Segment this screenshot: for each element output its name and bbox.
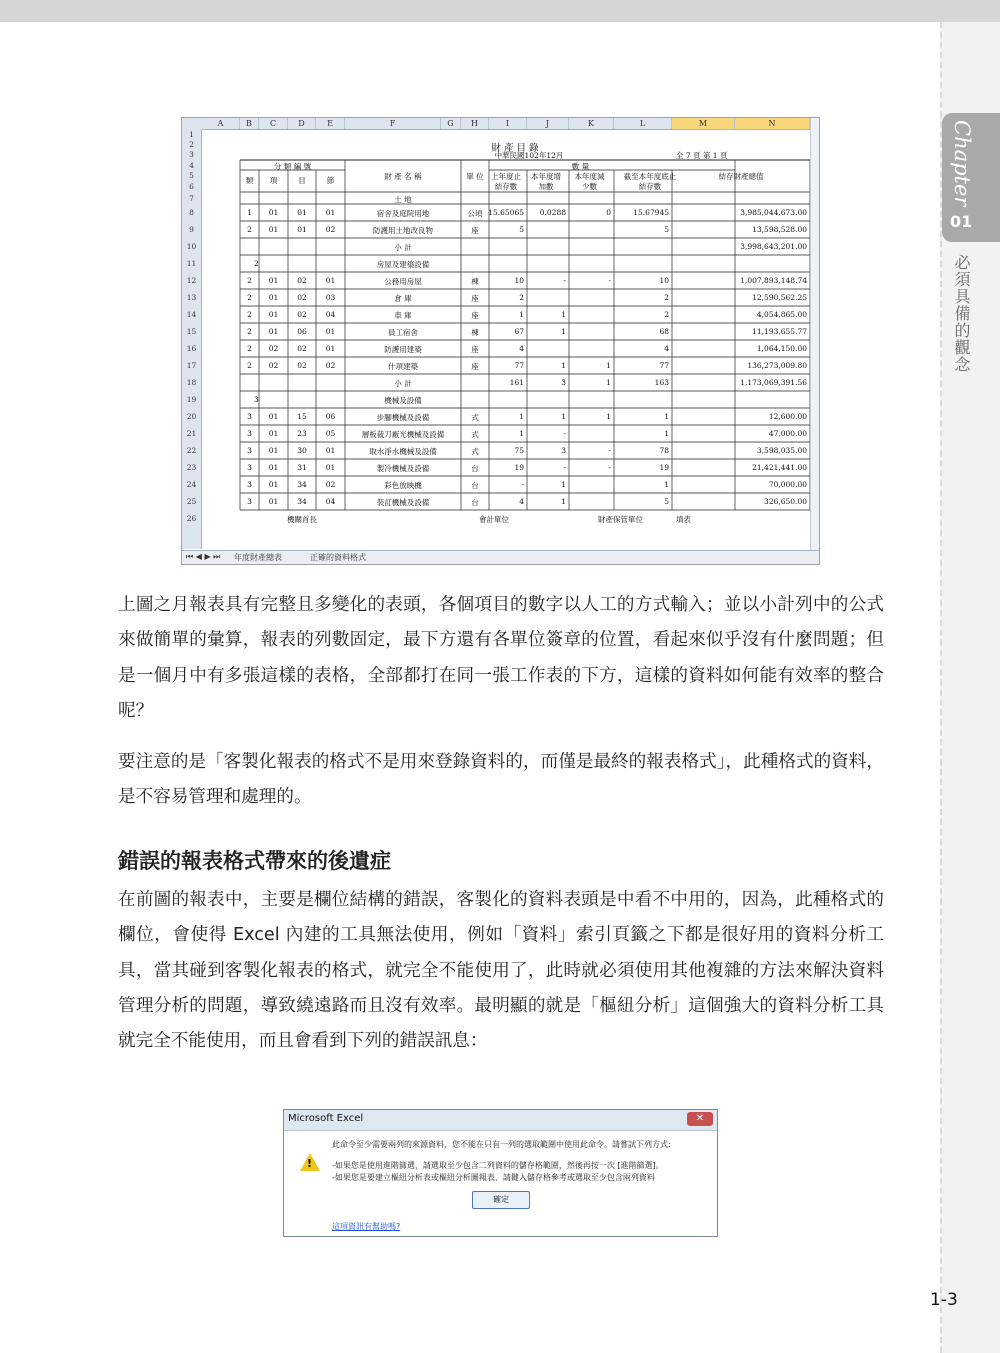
row-header: 15 — [186, 327, 197, 336]
table-cell: 78 — [659, 446, 669, 455]
table-cell: 01 — [268, 480, 279, 489]
row-header-bar — [182, 129, 202, 549]
row-header: 14 — [186, 310, 197, 319]
table-cell: 4 — [664, 344, 669, 353]
table-cell: - — [563, 463, 566, 472]
table-cell: 13,598,528.00 — [752, 225, 807, 234]
paragraph: 在前圖的報表中，主要是欄位結構的錯誤，客製化的資料表頭是中看不中用的，因為，此種格式的欄位，會使得 Excel 內建的工具無法使用，例如「資料」索引頁籤之下都是很好用的資料分析工具，當其碰到客製化報表的格式，就完全不能使用了，此時就必須使用其他複雜的方法來解決資料管理分析的問題，導致繞遠路而且沒有效率。最明顯的就是「樞紐分析」這個強大的資料分析工具就完全不能使用，而且會看到下列的錯誤訊息： — [118, 890, 884, 1052]
table-cell: 台 — [471, 498, 479, 507]
tab-nav-icons: ⏮ ◀ ▶ ⏭ — [186, 552, 221, 561]
table-cell: 3 — [247, 446, 252, 455]
table-cell: 01 — [325, 344, 336, 353]
dialog-title: Microsoft Excel — [288, 1113, 364, 1124]
table-cell: 1 — [664, 480, 669, 489]
table-cell: 1 — [664, 429, 669, 438]
table-cell: 什項建築 — [388, 362, 418, 371]
column-header: I — [489, 118, 527, 129]
table-cell: 製冷機械及設備 — [376, 464, 430, 473]
row-header: 9 — [189, 225, 194, 234]
table-cell: 10 — [659, 276, 669, 285]
table-cell: 倉 庫 — [394, 294, 412, 303]
table-cell: 31 — [297, 463, 307, 472]
column-header: K — [569, 118, 614, 129]
table-cell: 05 — [325, 429, 336, 438]
row-header: 26 — [186, 514, 197, 523]
table-cell: 75 — [514, 446, 524, 455]
row-header: 7 — [189, 193, 194, 203]
table-cell: 02 — [325, 225, 336, 234]
table-cell: 01 — [268, 412, 279, 421]
error-dialog — [283, 1109, 718, 1237]
header-cell: 本年度增加數 — [531, 172, 561, 191]
table-cell: 77 — [659, 361, 669, 370]
table-cell: 3 — [561, 378, 566, 387]
table-cell: 34 — [297, 480, 307, 489]
column-header: N — [735, 118, 810, 129]
table-cell: - — [563, 276, 566, 285]
table-cell: 防護用土地改良物 — [373, 226, 433, 235]
subtotal-label: 小 計 — [394, 243, 412, 252]
row-header: 18 — [186, 378, 197, 387]
row-header: 12 — [186, 276, 197, 285]
top-bar — [0, 0, 1000, 22]
row-header: 6 — [189, 182, 194, 191]
table-cell: 1 — [561, 480, 566, 489]
header-cell: 類 — [245, 176, 254, 185]
table-cell: 3 — [247, 429, 252, 438]
section-label: 房屋及建築設備 — [376, 260, 430, 269]
ok-button: 確定 — [472, 1191, 530, 1209]
table-cell: - — [563, 429, 566, 438]
row-header: 13 — [186, 293, 197, 302]
table-cell: - — [608, 446, 611, 455]
table-cell: 01 — [325, 327, 336, 336]
header-cell: 本年度減少數 — [574, 172, 605, 191]
table-cell: 23 — [297, 429, 307, 438]
header-cell: 數 量 — [571, 161, 590, 171]
table-cell: 座 — [471, 311, 479, 320]
table-cell: 01 — [325, 208, 336, 217]
table-cell: 01 — [268, 293, 279, 302]
paragraph: 要注意的是「客製化報表的格式不是用來登錄資料的，而僅是最終的報表格式」，此種格式的資料，是不容易管理和處理的。 — [118, 752, 884, 808]
section-heading: 錯誤的報表格式帶來的後遺症 — [118, 849, 391, 873]
table-cell: 01 — [297, 208, 307, 217]
vertical-scrollbar — [810, 118, 820, 554]
table-cell: 1 — [247, 208, 252, 217]
table-cell: 2 — [247, 310, 252, 319]
signature-label: 機關首長 — [287, 515, 317, 524]
table-cell: 公務用房屋 — [384, 277, 422, 286]
table-cell: 防護用建築 — [384, 345, 422, 354]
table-cell: 裝訂機械及設備 — [376, 498, 430, 507]
table-cell: 2 — [247, 361, 252, 370]
table-cell: 3 — [247, 497, 252, 506]
table-cell: 01 — [325, 446, 336, 455]
dialog-body — [284, 1131, 717, 1236]
table-cell: 座 — [471, 345, 479, 354]
table-cell: 棟 — [471, 328, 479, 337]
table-cell: 70,000.00 — [768, 480, 807, 489]
table-cell: 座 — [471, 226, 479, 235]
table-cell: 1 — [561, 361, 566, 370]
page-number: 1-3 — [930, 1290, 958, 1310]
column-header: L — [614, 118, 672, 129]
table-cell: 2 — [247, 293, 252, 302]
table-cell: 台 — [471, 481, 479, 490]
dialog-title-bar — [284, 1110, 717, 1131]
table-cell: 2 — [247, 225, 252, 234]
row-header: 19 — [186, 395, 197, 404]
column-header: J — [527, 118, 569, 129]
table-cell: 01 — [268, 310, 279, 319]
page-info: 全 7 頁 第 1 頁 — [676, 151, 728, 160]
table-cell: 01 — [268, 327, 279, 336]
table-cell: 3,598,035.00 — [756, 446, 807, 455]
table-cell: 06 — [325, 412, 336, 421]
table-cell: 台 — [471, 464, 479, 473]
row-header: 3 — [189, 150, 194, 159]
header-cell: 結存財產總值 — [718, 172, 764, 181]
table-cell: 02 — [325, 480, 336, 489]
table-cell: 01 — [268, 276, 279, 285]
table-cell: 2 — [664, 293, 669, 302]
dialog-message: -如果您是使用進階篩選，請選取至少包含二列資料的儲存格範圍，然後再按一次 [進階篩選]。 — [332, 1161, 664, 1170]
sheet-tab: 年度財產總表 — [234, 553, 282, 562]
table-cell: 公頃 — [467, 209, 483, 218]
table-cell: 02 — [268, 344, 279, 353]
table-cell: 21,421,441.00 — [752, 463, 807, 472]
table-cell: 2 — [247, 276, 252, 285]
table-cell: 12,590,562.25 — [752, 293, 807, 302]
column-header: G — [441, 118, 461, 129]
table-cell: 02 — [325, 361, 336, 370]
row-header: 8 — [189, 208, 194, 217]
sheet-tab-bar — [182, 550, 820, 565]
table-cell: 136,273,009.80 — [747, 361, 807, 370]
header-cell: 截至本年度底止結存數 — [623, 172, 677, 191]
table-cell: 1,173,069,391.56 — [740, 378, 807, 387]
row-header: 22 — [186, 446, 197, 455]
header-cell: 目 — [298, 176, 306, 185]
table-cell: 04 — [325, 497, 336, 506]
column-header: M — [672, 118, 735, 129]
table-cell: 1 — [606, 412, 611, 421]
header-cell: 項 — [269, 176, 278, 185]
table-cell: 01 — [325, 463, 336, 472]
table-cell: 1 — [519, 429, 524, 438]
table-cell: 4 — [519, 344, 524, 353]
column-header: E — [316, 118, 345, 129]
column-header: D — [288, 118, 316, 129]
table-cell: 1 — [519, 412, 524, 421]
table-cell: 座 — [471, 362, 479, 371]
chapter-number: 01 — [950, 212, 973, 231]
table-cell: 式 — [471, 413, 479, 422]
dialog-message: 此命令至少需要兩列的來源資料，您不能在只有一列的選取範圍中使用此命令。請嘗試下列方式: — [332, 1140, 671, 1149]
table-cell: 02 — [297, 276, 307, 285]
dialog-message: -如果您是要建立樞紐分析表或樞紐分析圖報表，請鍵入儲存格參考或選取至少包含兩列資料 — [332, 1173, 655, 1182]
row-header: 5 — [189, 171, 194, 180]
close-icon: ✕ — [687, 1112, 713, 1126]
warning-mark-icon: ! — [307, 1157, 313, 1170]
table-cell: 座 — [471, 294, 479, 303]
table-cell: 1 — [561, 310, 566, 319]
table-cell: 01 — [325, 276, 336, 285]
table-cell: 01 — [268, 429, 279, 438]
table-cell: 01 — [268, 225, 279, 234]
report-date: 中華民國102年12月 — [494, 151, 564, 160]
signature-label: 填表 — [676, 515, 691, 524]
table-cell: 1 — [606, 378, 611, 387]
table-cell: 02 — [297, 310, 307, 319]
table-cell: 19 — [659, 463, 669, 472]
table-cell: 彩色放映機 — [384, 481, 422, 490]
table-cell: 1 — [561, 412, 566, 421]
column-header: C — [259, 118, 288, 129]
table-cell: 2 — [519, 293, 524, 302]
row-header: 21 — [186, 429, 197, 438]
table-cell: 取水淨水機械及設備 — [369, 447, 437, 456]
table-cell: 宿舍及庭院用地 — [376, 209, 430, 218]
table-cell: 3,998,643,201.00 — [740, 242, 807, 251]
row-header: 11 — [186, 259, 197, 268]
table-cell: 326,650.00 — [764, 497, 807, 506]
column-header: H — [461, 118, 489, 129]
table-cell: 06 — [297, 327, 307, 336]
table-cell: 3 — [247, 480, 252, 489]
help-link: 這項資訊有幫助嗎? — [332, 1222, 401, 1231]
table-cell: 01 — [297, 225, 307, 234]
report-cells — [202, 129, 810, 549]
sheet-tab: 正確的資料格式 — [310, 553, 366, 562]
table-cell: 1,007,893,148.74 — [740, 276, 807, 285]
table-cell: 11,193,655.77 — [752, 327, 807, 336]
table-cell: 163 — [654, 378, 669, 387]
table-cell: - — [521, 480, 524, 489]
table-cell: 3 — [247, 412, 252, 421]
table-cell: 1 — [664, 412, 669, 421]
section-label: 土 地 — [394, 194, 412, 204]
column-header: B — [240, 118, 259, 129]
section-label: 機械及設備 — [384, 396, 422, 405]
table-cell: 1 — [519, 310, 524, 319]
row-header: 10 — [186, 242, 197, 251]
table-cell: 式 — [471, 430, 479, 439]
table-cell: 15 — [297, 412, 307, 421]
table-cell: 2 — [247, 327, 252, 336]
table-cell: 2 — [254, 259, 259, 268]
table-cell: 19 — [514, 463, 524, 472]
table-cell: 式 — [471, 447, 479, 456]
header-cell: 上年度止結存數 — [491, 172, 521, 191]
chapter-title: 必須具備的觀念 — [952, 254, 971, 373]
table-cell: 4,054,865.00 — [756, 310, 807, 319]
table-cell: 02 — [297, 293, 307, 302]
report-title: 財 產 目 錄 — [491, 142, 539, 154]
table-cell: 4 — [519, 497, 524, 506]
table-cell: 3 — [561, 446, 566, 455]
table-cell: 5 — [664, 497, 669, 506]
table-cell: 34 — [297, 497, 307, 506]
header-cell: 分 類 編 號 — [273, 161, 312, 171]
table-cell: 30 — [297, 446, 307, 455]
table-cell: 12,600.00 — [768, 412, 807, 421]
table-cell: 2 — [664, 310, 669, 319]
table-cell: 0 — [606, 208, 611, 217]
table-cell: 01 — [268, 463, 279, 472]
row-header: 2 — [189, 139, 194, 149]
header-cell: 單 位 — [466, 172, 484, 181]
header-cell: 節 — [326, 176, 335, 185]
chapter-word: Chapter — [950, 120, 974, 207]
table-cell: 15.65065 — [488, 208, 524, 217]
table-cell: - — [608, 463, 611, 472]
table-cell: 02 — [297, 361, 307, 370]
table-cell: 棟 — [471, 277, 479, 286]
table-cell: 68 — [659, 327, 669, 336]
row-header: 24 — [186, 480, 197, 489]
row-header: 16 — [186, 344, 197, 353]
signature-label: 財產保管單位 — [598, 515, 643, 524]
table-cell: 0.0288 — [539, 208, 566, 217]
table-cell: 員工宿舍 — [388, 328, 418, 337]
column-header: F — [345, 118, 441, 129]
table-cell: 1 — [561, 327, 566, 336]
table-cell: 77 — [514, 361, 524, 370]
table-cell: - — [608, 276, 611, 285]
table-cell: 10 — [514, 276, 524, 285]
table-cell: 5 — [664, 225, 669, 234]
table-cell: 01 — [268, 446, 279, 455]
table-cell: 1 — [561, 497, 566, 506]
table-cell: 步腳機械及設備 — [376, 413, 430, 422]
row-header: 23 — [186, 463, 197, 472]
signature-label: 會計單位 — [479, 515, 509, 524]
table-cell: 67 — [514, 327, 524, 336]
table-cell: 01 — [268, 497, 279, 506]
column-header: A — [202, 118, 240, 129]
header-cell: 財 產 名 稱 — [384, 172, 422, 181]
row-header: 20 — [186, 412, 197, 421]
table-cell: 3,985,044,673.00 — [740, 208, 807, 217]
table-cell: 1,064,150.00 — [756, 344, 807, 353]
table-cell: 車 庫 — [394, 311, 412, 320]
table-cell: 161 — [509, 378, 524, 387]
table-cell: 02 — [297, 344, 307, 353]
table-cell: 2 — [247, 344, 252, 353]
table-cell: 03 — [325, 293, 336, 302]
table-cell: 3 — [247, 463, 252, 472]
table-cell: 47,000.00 — [768, 429, 807, 438]
row-header: 4 — [189, 160, 194, 170]
table-cell: 01 — [268, 208, 279, 217]
subtotal-label: 小 計 — [394, 379, 412, 388]
row-header: 1 — [189, 129, 194, 139]
paragraph: 上圖之月報表具有完整且多變化的表頭，各個項目的數字以人工的方式輸入；並以小計列中的公式來做簡單的彙算，報表的列數固定，最下方還有各單位簽章的位置，看起來似乎沒有什麼問題；但是一個月中有多張這樣的表格，全部都打在同一張工作表的下方，這樣的資料如何能有效率的整合呢？ — [118, 595, 884, 721]
table-cell: 15.67945 — [633, 208, 669, 217]
row-header: 17 — [186, 361, 197, 370]
table-cell: 1 — [606, 361, 611, 370]
spreadsheet-screenshot — [181, 117, 820, 565]
table-cell: 層板裁刀廠光機械及設備 — [361, 430, 445, 439]
row-header: 25 — [186, 497, 197, 506]
table-cell: 5 — [519, 225, 524, 234]
table-cell: 3 — [254, 395, 259, 404]
table-cell: 02 — [268, 361, 279, 370]
table-cell: 04 — [325, 310, 336, 319]
